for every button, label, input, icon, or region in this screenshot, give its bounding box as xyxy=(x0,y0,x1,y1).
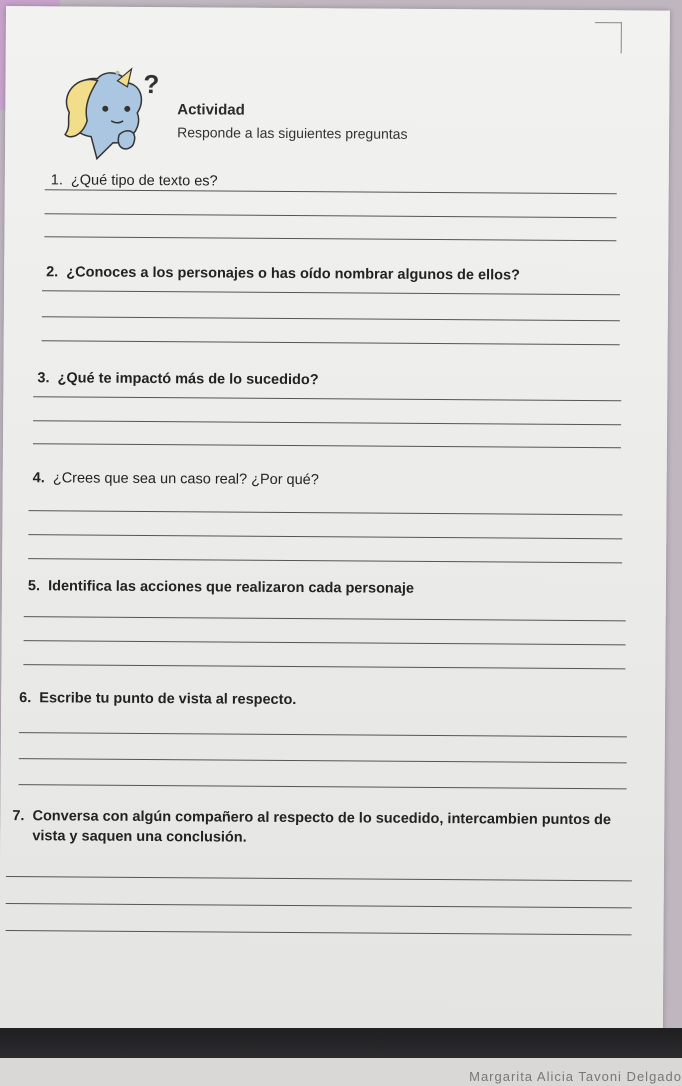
answer-line[interactable] xyxy=(42,340,620,345)
question-number: 7. xyxy=(12,808,25,825)
question-text: Identifica las acciones que realizaron cada personaje xyxy=(48,578,415,597)
question-number: 6. xyxy=(19,690,32,707)
answer-line[interactable] xyxy=(33,420,621,425)
answer-line[interactable] xyxy=(23,664,625,669)
question-number: 4. xyxy=(32,470,45,487)
worksheet-page xyxy=(0,6,670,1043)
answer-line[interactable] xyxy=(24,640,626,645)
answer-line[interactable] xyxy=(42,290,620,295)
answer-line[interactable] xyxy=(6,876,632,881)
answer-line[interactable] xyxy=(19,758,627,763)
question-5 xyxy=(28,576,628,600)
question-number: 2. xyxy=(46,264,59,281)
question-text: ¿Crees que sea un caso real? ¿Por qué? xyxy=(52,470,319,489)
page-corner-mark xyxy=(595,22,622,53)
question-text: ¿Conoces a los personajes o has oído nombrar algunos de ellos? xyxy=(66,264,520,284)
svg-text:?: ? xyxy=(143,68,160,100)
answer-line[interactable] xyxy=(28,558,622,563)
question-6 xyxy=(19,688,619,712)
question-number: 5. xyxy=(27,578,41,595)
question-4 xyxy=(33,468,623,492)
question-text: ¿Qué tipo de texto es? xyxy=(70,172,218,190)
answer-line[interactable] xyxy=(45,213,617,218)
footer-author: Margarita Alicia Tavoni Delgado xyxy=(469,1069,682,1084)
activity-instructions: Responde a las siguientes preguntas xyxy=(177,124,408,142)
answer-line[interactable] xyxy=(44,236,616,241)
question-text: ¿Qué te impactó más de lo sucedido? xyxy=(57,370,319,389)
activity-title: Actividad xyxy=(177,101,245,119)
question-text: Conversa con algún compañero al respecto de lo sucedido, intercambien puntos de vista y saquen una conclusión. xyxy=(32,808,612,846)
question-3 xyxy=(37,368,617,392)
answer-line[interactable] xyxy=(33,396,621,401)
next-page-edge xyxy=(0,1058,682,1086)
answer-line[interactable] xyxy=(19,784,627,789)
book-binding-shadow xyxy=(0,1028,682,1060)
answer-line[interactable] xyxy=(6,903,632,908)
answer-line[interactable] xyxy=(33,443,621,448)
answer-line[interactable] xyxy=(19,732,627,737)
answer-line[interactable] xyxy=(24,616,626,621)
answer-line[interactable] xyxy=(6,930,632,935)
question-number: 3. xyxy=(37,370,50,387)
question-7 xyxy=(12,806,622,850)
answer-line[interactable] xyxy=(42,316,620,321)
unicorn-mascot-icon xyxy=(57,64,170,163)
question-number: 1. xyxy=(50,172,63,189)
question-text: Escribe tu punto de vista al respecto. xyxy=(39,690,297,709)
answer-line[interactable] xyxy=(28,534,622,539)
answer-line[interactable] xyxy=(28,510,622,515)
question-2 xyxy=(46,262,626,286)
